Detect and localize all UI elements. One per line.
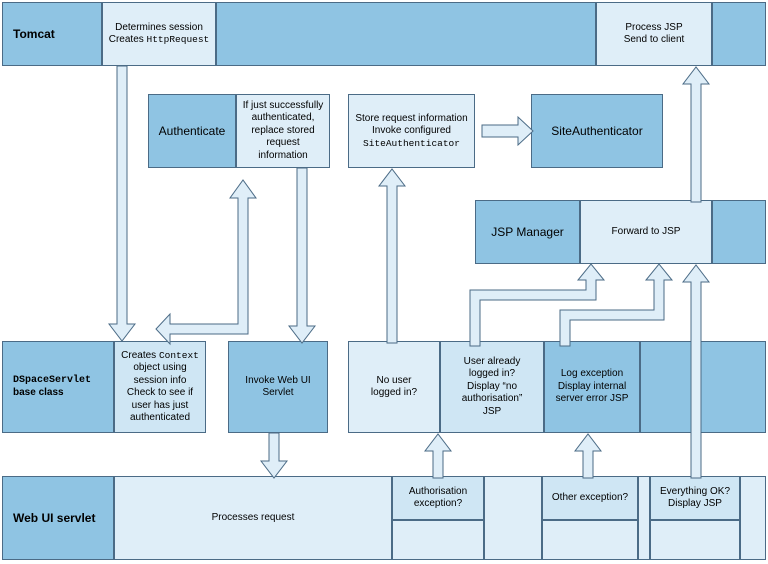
- box-user-already-line4: authorisation”: [461, 393, 523, 405]
- box-process-jsp-line2: Send to client: [623, 34, 685, 45]
- box-processes-request: [114, 476, 392, 560]
- lane-tomcat: [2, 2, 102, 66]
- box-invoke-webui: [228, 341, 328, 433]
- box-tomcat-tail: [712, 2, 766, 66]
- box-authorisation-exception-line2: exception?: [413, 498, 463, 509]
- box-invoke-webui-line1: Invoke Web UI: [245, 374, 311, 386]
- box-everything-filler-below: [650, 520, 740, 560]
- box-replace-stored-line1: If just successfully: [242, 99, 324, 111]
- arrow-other-exception-up: [574, 433, 602, 479]
- box-creates-context: [114, 341, 206, 433]
- box-authenticate: [148, 94, 236, 168]
- box-log-exception-line2: Display internal: [557, 380, 627, 392]
- box-webui-tail: [740, 476, 766, 560]
- box-determines-session-line2: Creates HttpRequest: [108, 34, 210, 45]
- box-everything-ok-line1: Everything OK?: [659, 485, 731, 497]
- box-everything-ok-line2: Display JSP: [668, 498, 722, 509]
- box-determines-session-line1: Determines session: [115, 21, 203, 33]
- box-siteauthenticator: [531, 94, 663, 168]
- arrow-log-exception-to-jspmanager: [560, 264, 674, 346]
- box-siteauthenticator-label: SiteAuthenticator: [551, 123, 643, 138]
- box-invoke-webui-line2: Servlet: [262, 387, 294, 398]
- box-log-exception-line3: server error JSP: [555, 393, 629, 405]
- box-no-user-line1: No user: [376, 374, 412, 386]
- box-user-already-line3: Display “no: [466, 380, 518, 392]
- arrow-tomcat-to-dspaceservlet: [108, 66, 136, 342]
- box-process-jsp-line1: Process JSP: [625, 21, 683, 33]
- box-replace-stored-line4: request information: [258, 137, 308, 161]
- box-replace-stored-line2: authenticated,: [251, 112, 315, 124]
- box-jsp-manager: [475, 200, 580, 264]
- box-process-jsp: [596, 2, 712, 66]
- box-user-already-line1: User already: [463, 355, 521, 367]
- arrow-no-user-to-store-request: [378, 168, 406, 344]
- box-creates-context-line4: Check to see if: [126, 387, 194, 398]
- box-creates-context-line6: authenticated: [129, 412, 191, 423]
- arrow-invoke-to-processes: [260, 433, 288, 479]
- box-forward-to-jsp-label: Forward to JSP: [611, 225, 681, 237]
- box-other-filler-below: [542, 520, 638, 560]
- box-log-exception-line1: Log exception: [560, 368, 624, 380]
- siteauthenticator-token: SiteAuthenticator: [363, 137, 460, 149]
- lane-tomcat-label: Tomcat: [13, 26, 55, 41]
- box-store-request-line2: Invoke configured: [372, 125, 451, 137]
- arrow-authorisation-up: [424, 433, 452, 479]
- arrow-replace-stored-down: [288, 168, 316, 344]
- box-user-already-line2: logged in?: [468, 368, 516, 380]
- box-jsp-tail: [712, 200, 766, 264]
- box-creates-context-line1: Creates Context: [121, 349, 199, 361]
- box-everything-ok: [650, 476, 740, 520]
- box-replace-stored-line3: replace stored: [251, 124, 315, 136]
- arrow-store-to-siteauthenticator: [482, 116, 534, 146]
- box-no-user: [348, 341, 440, 433]
- context-token: Context: [158, 349, 199, 361]
- arrow-jsp-to-tomcat: [682, 66, 710, 202]
- box-authorisation-exception: [392, 476, 484, 520]
- box-user-already: [440, 341, 544, 433]
- box-authorisation-exception-line1: Authorisation: [408, 485, 468, 497]
- box-other-exception: [542, 476, 638, 520]
- box-authenticate-label: Authenticate: [158, 123, 226, 138]
- box-store-request: [348, 94, 475, 168]
- lane-dspaceservlet-sublabel: base class: [13, 387, 64, 398]
- box-determines-session: [102, 2, 216, 66]
- box-tomcat-blank: [216, 2, 596, 66]
- box-creates-context-line5: user has just: [131, 399, 189, 411]
- box-creates-context-line3: session info: [133, 374, 187, 386]
- box-other-exception-label: Other exception?: [551, 491, 629, 503]
- box-store-request-line1: Store request information: [355, 112, 468, 124]
- lane-dspaceservlet-label: DSpaceServlet: [13, 374, 92, 386]
- arrow-context-to-authenticate: [148, 168, 260, 344]
- box-forward-to-jsp: [580, 200, 712, 264]
- box-webui-gap-1: [484, 476, 542, 560]
- lane-webuiservlet: [2, 476, 114, 560]
- box-replace-stored: [236, 94, 330, 168]
- arrow-everything-ok-to-jsp: [682, 264, 710, 478]
- box-authorisation-filler-below: [392, 520, 484, 560]
- httprequest-token: HttpRequest: [146, 34, 210, 45]
- box-jsp-manager-label: JSP Manager: [491, 224, 564, 239]
- lane-dspaceservlet: [2, 341, 114, 433]
- box-no-user-line2: logged in?: [370, 387, 418, 398]
- lane-webuiservlet-label: Web UI servlet: [13, 510, 96, 525]
- box-creates-context-line2: object using: [133, 362, 187, 373]
- box-processes-request-label: Processes request: [211, 511, 295, 523]
- box-webui-gap-2: [638, 476, 650, 560]
- box-log-exception: [544, 341, 640, 433]
- box-user-already-line5: JSP: [482, 405, 502, 417]
